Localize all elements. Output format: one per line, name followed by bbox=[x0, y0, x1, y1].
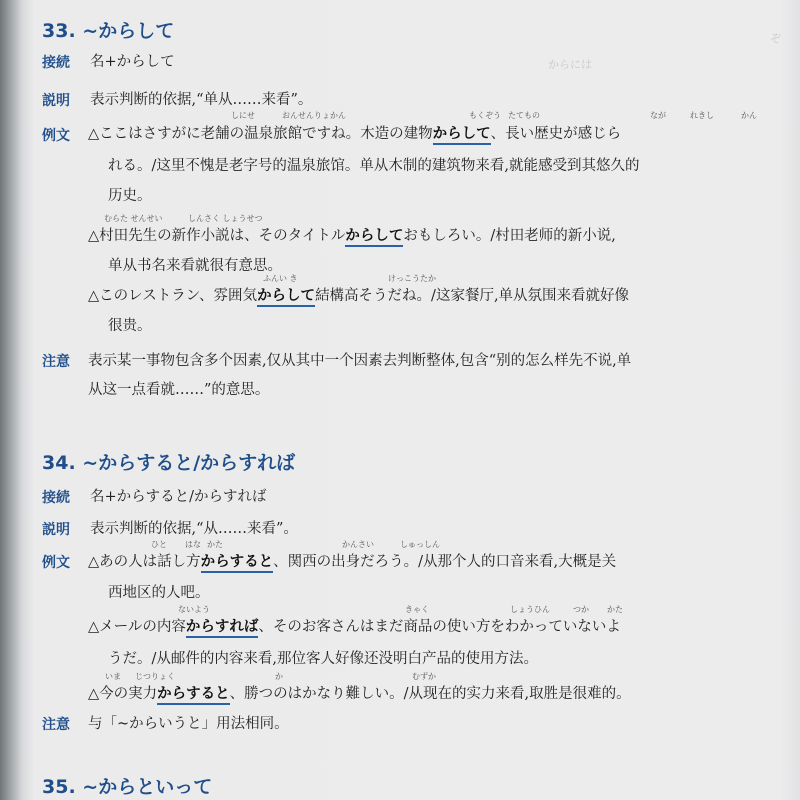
keyword-karasuruto: からすると bbox=[201, 553, 274, 573]
bleed-through-text: からには bbox=[548, 58, 592, 71]
s34-example-3-line-1: △今の実力からすると、勝つのはかなり難しい。/从现在的实力来看,取胜是很难的。 bbox=[88, 682, 631, 703]
s34-connection: 名+からすると/からすれば bbox=[90, 489, 267, 505]
furigana: じつりょく bbox=[135, 672, 175, 681]
furigana: れきし bbox=[690, 111, 714, 120]
keyword-karasuruto: からすると bbox=[157, 685, 230, 705]
s34-example-2-line-2: うだ。/从邮件的内容来看,那位客人好像还没明白产品的使用方法。 bbox=[108, 651, 538, 667]
section-33-title: 33. ~からして bbox=[42, 20, 175, 42]
s33-note-line-2: 从这一点看就……”的意思。 bbox=[88, 382, 270, 398]
label-examples: 例文 bbox=[42, 555, 70, 571]
furigana: はな bbox=[185, 540, 201, 549]
s34-note: 与「~からいうと」用法相同。 bbox=[88, 716, 289, 732]
furigana: しゅっしん bbox=[400, 540, 440, 549]
furigana: けっこうたか bbox=[388, 274, 436, 283]
s33-example-1-line-2: れる。/这里不愧是老字号的温泉旅馆。单从木制的建筑物来看,就能感受到其悠久的 bbox=[108, 158, 640, 174]
s33-connection: 名+からして bbox=[90, 54, 175, 70]
furigana: たてもの bbox=[508, 111, 540, 120]
furigana: しにせ bbox=[231, 111, 255, 120]
s33-example-1-line-1: △ここはさすがに老舗の温泉旅館ですね。木造の建物からして、長い歴史が感じら bbox=[88, 122, 621, 143]
keyword-karashite: からして bbox=[345, 227, 403, 247]
label-note: 注意 bbox=[42, 354, 70, 370]
furigana: ないよう bbox=[178, 605, 210, 614]
furigana: むずか bbox=[412, 672, 436, 681]
label-explanation: 説明 bbox=[42, 93, 70, 109]
label-connection: 接続 bbox=[42, 490, 70, 506]
furigana: きゃく bbox=[405, 605, 429, 614]
furigana: しょうひん bbox=[510, 605, 550, 614]
s33-example-2-line-2: 单从书名来看就很有意思。 bbox=[108, 258, 282, 274]
s33-example-3-line-2: 很贵。 bbox=[108, 318, 152, 334]
s33-note-line-1: 表示某一事物包含多个因素,仅从其中一个因素去判断整体,包含“别的怎么样先不说,单 bbox=[88, 353, 632, 369]
label-examples: 例文 bbox=[42, 128, 70, 144]
s34-example-1-line-2: 西地区的人吧。 bbox=[108, 585, 210, 601]
s34-example-1-line-1: △あの人は話し方からすると、関西の出身だろう。/从那个人的口音来看,大概是关 bbox=[88, 550, 616, 571]
furigana: もくぞう bbox=[469, 111, 501, 120]
label-note: 注意 bbox=[42, 717, 70, 733]
s34-example-2-line-1: △メールの内容からすれば、そのお客さんはまだ商品の使い方をわかっていないよ bbox=[88, 615, 621, 636]
furigana: かん bbox=[741, 111, 757, 120]
furigana: つか bbox=[573, 605, 589, 614]
s33-explanation: 表示判断的依据,“单从……来看”。 bbox=[90, 92, 313, 108]
section-34-title: 34. ~からすると/からすれば bbox=[42, 452, 296, 474]
furigana: かた bbox=[207, 540, 223, 549]
label-connection: 接続 bbox=[42, 55, 70, 71]
keyword-karasureba: からすれば bbox=[186, 618, 259, 638]
s33-example-1-line-3: 历史。 bbox=[108, 188, 152, 204]
keyword-karashite: からして bbox=[257, 287, 315, 307]
keyword-karashite: からして bbox=[433, 125, 491, 145]
furigana: おんせんりょかん bbox=[282, 111, 346, 120]
furigana: ふんい き bbox=[263, 274, 298, 283]
s33-example-2-line-1: △村田先生の新作小説は、そのタイトルからしておもしろい。/村田老师的新小说, bbox=[88, 224, 616, 245]
furigana: いま bbox=[105, 672, 121, 681]
s34-explanation: 表示判断的依据,“从……来看”。 bbox=[90, 521, 298, 537]
section-35-title: 35. ~からといって bbox=[42, 776, 213, 798]
s33-example-3-line-1: △このレストラン、雰囲気からして結構高そうだね。/这家餐厅,单从氛围来看就好像 bbox=[88, 284, 629, 305]
furigana: しんさく しょうせつ bbox=[188, 214, 263, 223]
furigana: ひと bbox=[151, 540, 167, 549]
furigana: なが bbox=[650, 111, 666, 120]
furigana: かんさい bbox=[342, 540, 374, 549]
furigana: むらた せんせい bbox=[104, 214, 163, 223]
bleed-through-text: ぞ bbox=[770, 32, 781, 45]
furigana: かた bbox=[607, 605, 623, 614]
furigana: か bbox=[275, 672, 283, 681]
label-explanation: 説明 bbox=[42, 522, 70, 538]
